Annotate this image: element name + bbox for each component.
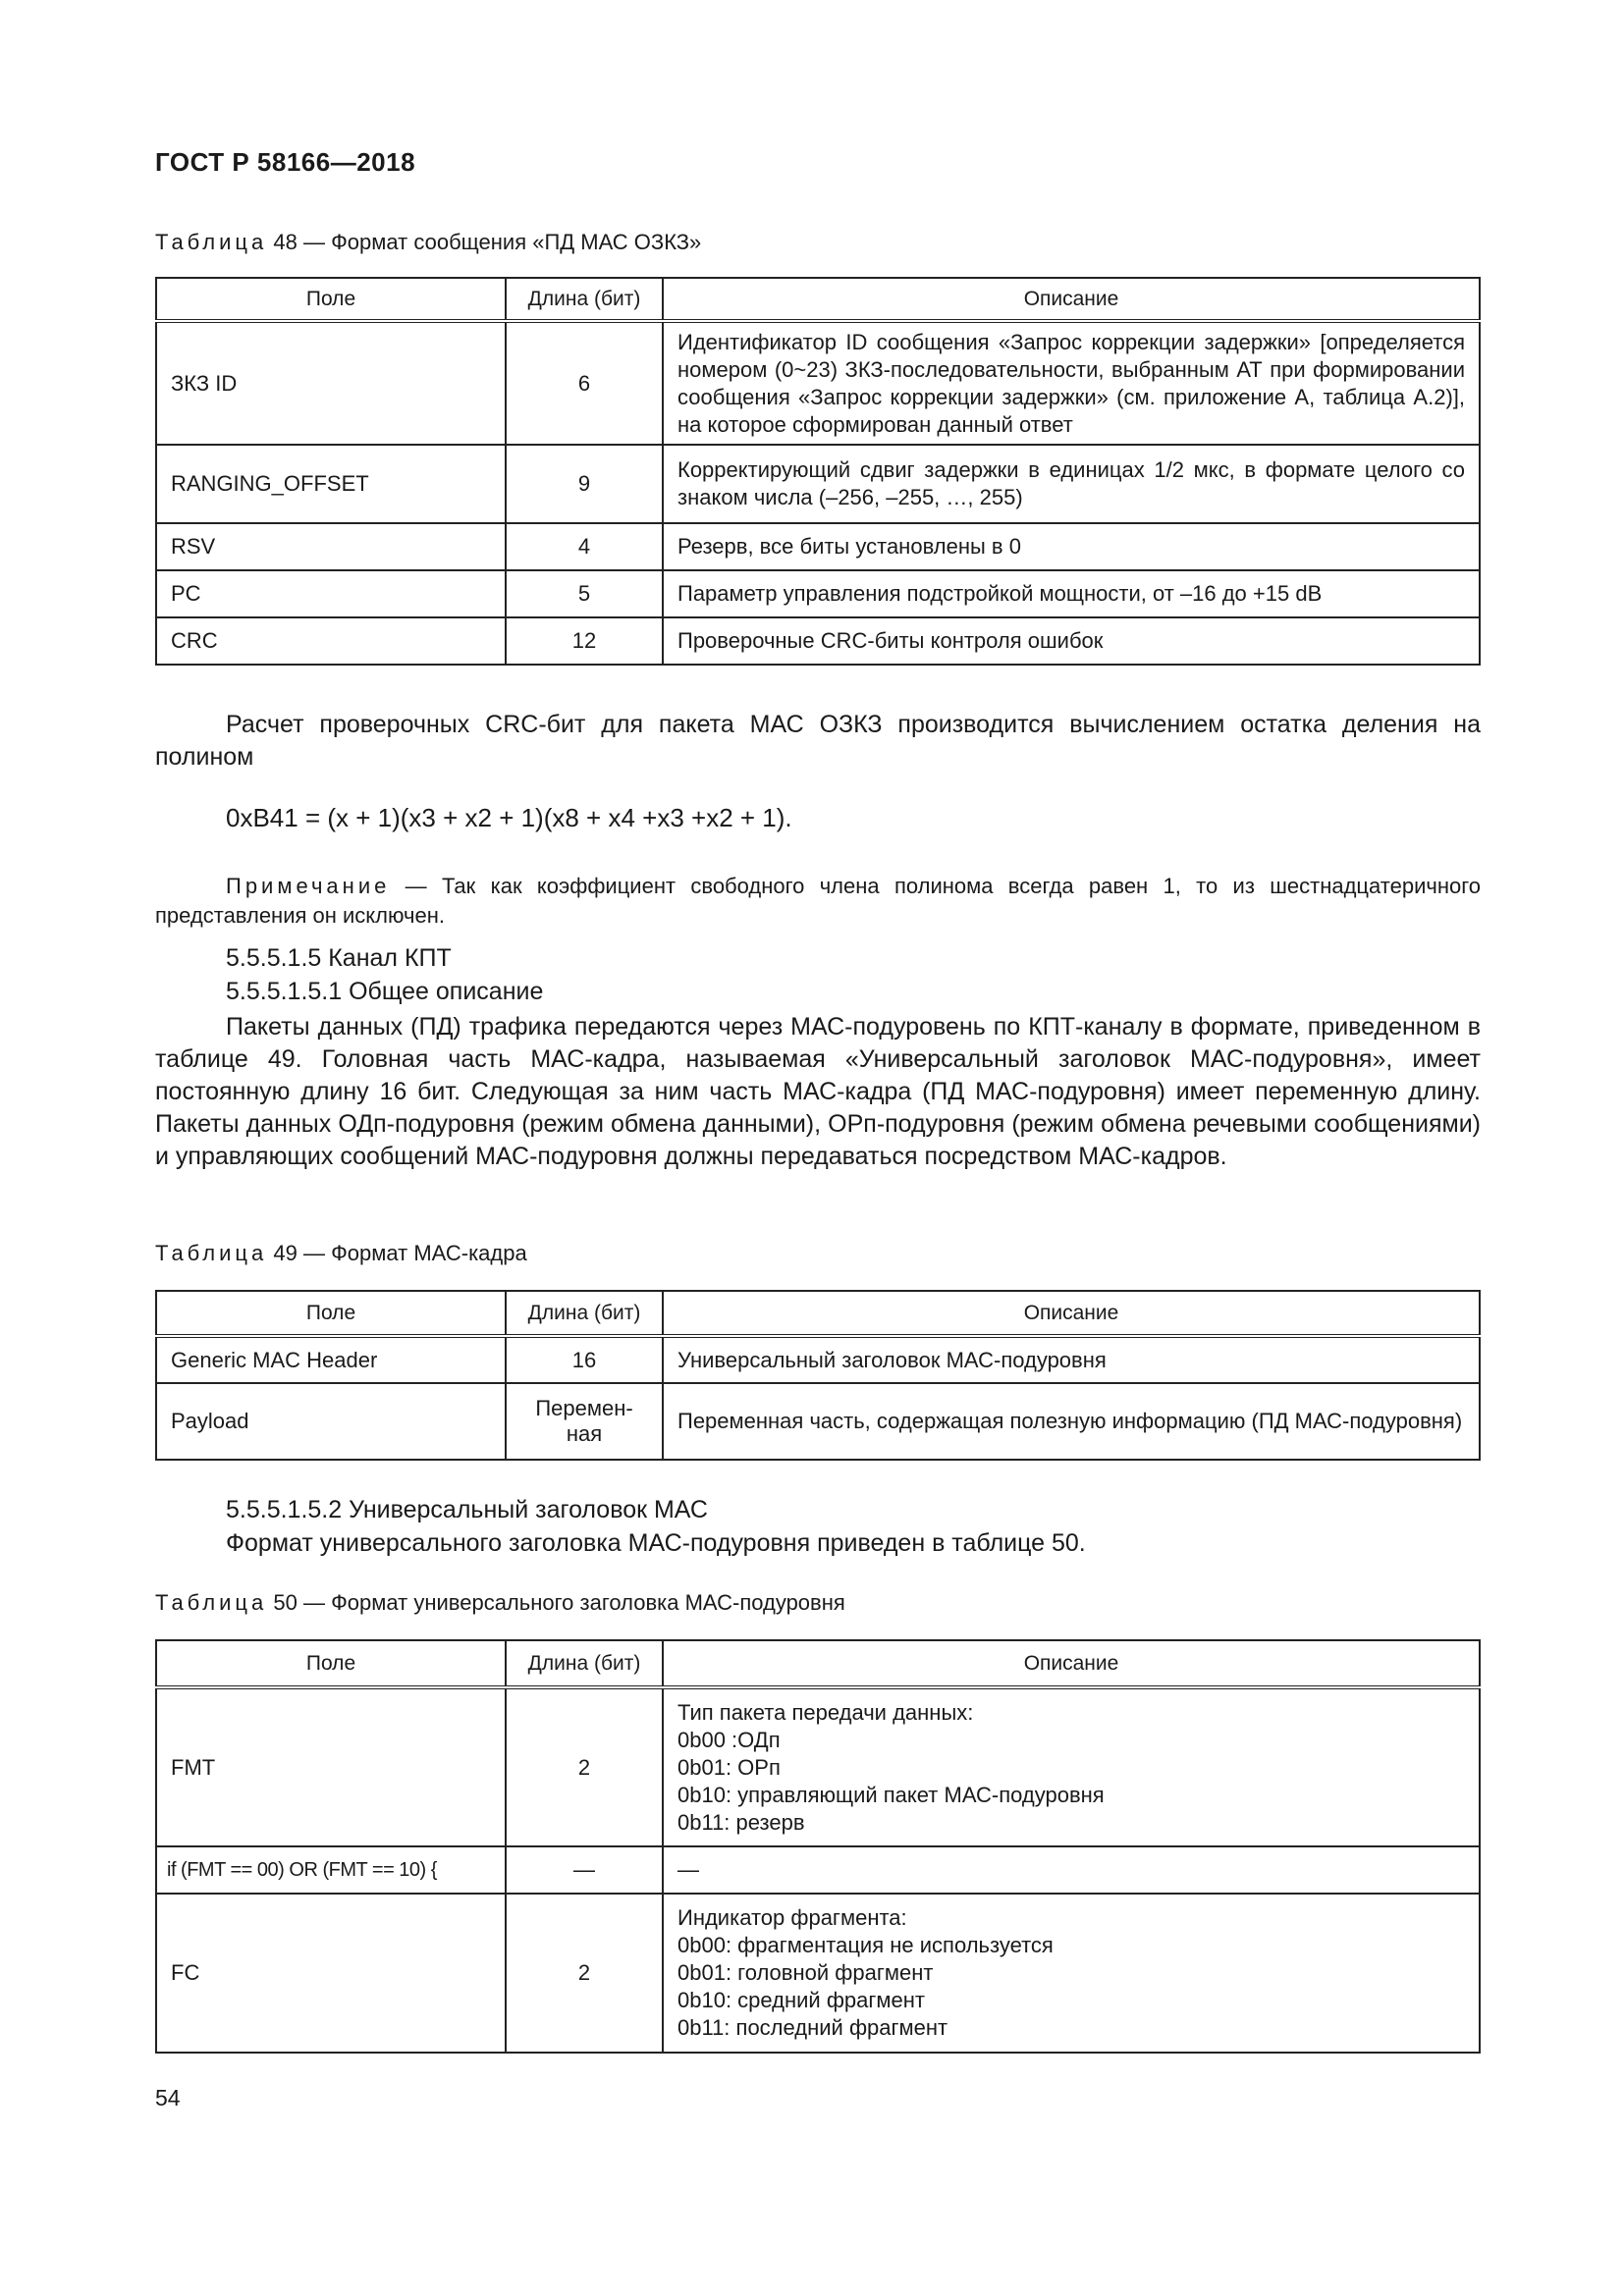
description-cell: Индикатор фрагмента: 0b00: фрагментация не используется 0b01: головной фрагмент 0b10: средний фрагмент 0b11: последний фрагмент [663, 1894, 1480, 2053]
column-header: Длина (бит) [506, 1640, 663, 1687]
table-row [156, 523, 1480, 570]
length-cell: 6 [506, 321, 663, 445]
table-48 [155, 277, 1481, 666]
column-header: Поле [156, 1291, 506, 1336]
table-row [156, 1383, 1480, 1460]
column-header: Описание [663, 1291, 1480, 1336]
description-cell: Идентификатор ID сообщения «Запрос коррекции задержки» [определяется номером (0~23) ЗКЗ-последовательности, выбранным АТ при формировании сообщения «Запрос коррекции задержки» (см. приложение А, таблица А.2)], на которое сформирован данный ответ [663, 321, 1480, 445]
field-cell: RSV [156, 523, 506, 570]
section-heading: 5.5.5.1.5.1 Общее описание [226, 978, 544, 1005]
table-row [156, 617, 1480, 665]
length-cell: 2 [506, 1687, 663, 1846]
length-cell: 2 [506, 1894, 663, 2053]
length-cell: 12 [506, 617, 663, 665]
description-cell: Универсальный заголовок МАС-подуровня [663, 1336, 1480, 1383]
description-cell: Резерв, все биты установлены в 0 [663, 523, 1480, 570]
table-row [156, 445, 1480, 523]
column-header: Длина (бит) [506, 278, 663, 321]
description-cell: Тип пакета передачи данных: 0b00 :ОДп 0b01: ОРп 0b10: управляющий пакет МАС-подуровня 0b11: резерв [663, 1687, 1480, 1846]
field-cell: FMT [156, 1687, 506, 1846]
table-row [156, 1336, 1480, 1383]
document-header: ГОСТ Р 58166—2018 [155, 147, 416, 177]
table-row [156, 1894, 1480, 2053]
section-heading: 5.5.5.1.5 Канал КПТ [226, 944, 452, 972]
table-48-caption [155, 230, 701, 255]
description-cell: Проверочные CRC-биты контроля ошибок [663, 617, 1480, 665]
length-cell: Перемен- ная [506, 1383, 663, 1460]
body-paragraph: Пакеты данных (ПД) трафика передаются через МАС-подуровень по КПТ-каналу в формате, приведенном в таблице 49. Головная часть МАС-кадра, называемая «Универсальный заголовок МАС-подуровня», имеет постоянную длину 16 бит. Следующая за ним часть МАС-кадра (ПД МАС-подуровня) имеет переменную длину. Пакеты данных ОДп-подуровня (режим обмена данными), ОРп-подуровня (режим обмена речевыми сообщениями) и управляющих сообщений МАС-подуровня должны передаваться посредством МАС-кадров. [155, 1013, 1481, 1170]
column-header: Поле [156, 278, 506, 321]
field-cell: PC [156, 570, 506, 617]
table-row [156, 1687, 1480, 1846]
table-50-caption [155, 1590, 845, 1616]
field-cell: ЗКЗ ID [156, 321, 506, 445]
table-row [156, 1846, 1480, 1894]
description-cell: Переменная часть, содержащая полезную информацию (ПД МАС-подуровня) [663, 1383, 1480, 1460]
table-row [156, 570, 1480, 617]
field-cell: FC [156, 1894, 506, 2053]
length-cell: — [506, 1846, 663, 1894]
description-cell: Параметр управления подстройкой мощности, от –16 до +15 dB [663, 570, 1480, 617]
column-header: Поле [156, 1640, 506, 1687]
caption-text: 50 — Формат универсального заголовка МАС-подуровня [273, 1590, 845, 1615]
length-cell: 5 [506, 570, 663, 617]
column-header: Описание [663, 278, 1480, 321]
table-50 [155, 1639, 1481, 2054]
caption-text: 48 — Формат сообщения «ПД МАС ОЗКЗ» [273, 230, 702, 254]
caption-prefix: Таблица [155, 1241, 268, 1265]
field-cell: if (FMT == 00) OR (FMT == 10) { [156, 1846, 506, 1894]
crc-formula: 0xB41 = (x + 1)(x3 + x2 + 1)(x8 + x4 +x3 +x2 + 1). [226, 803, 792, 832]
caption-text: 49 — Формат МАС-кадра [273, 1241, 527, 1265]
field-cell: RANGING_OFFSET [156, 445, 506, 523]
caption-prefix: Таблица [155, 1590, 268, 1615]
crc-paragraph: Расчет проверочных CRC-бит для пакета МАС ОЗКЗ производится вычислением остатка деления на полином [155, 711, 1481, 771]
field-cell: Payload [156, 1383, 506, 1460]
length-cell: 4 [506, 523, 663, 570]
table-49 [155, 1290, 1481, 1461]
section-paragraph: Формат универсального заголовка МАС-подуровня приведен в таблице 50. [226, 1529, 1086, 1557]
note [155, 872, 1481, 931]
note-prefix: Примечание [226, 874, 391, 898]
length-cell: 16 [506, 1336, 663, 1383]
description-cell: — [663, 1846, 1480, 1894]
length-cell: 9 [506, 445, 663, 523]
note-text: — Так как коэффициент свободного члена полинома всегда равен 1, то из шестнадцатеричного представления он исключен. [155, 874, 1481, 928]
caption-prefix: Таблица [155, 230, 268, 254]
section-heading: 5.5.5.1.5.2 Универсальный заголовок МАС [226, 1496, 708, 1523]
page-number: 54 [155, 2085, 181, 2110]
table-row [156, 321, 1480, 445]
field-cell: Generic MAC Header [156, 1336, 506, 1383]
column-header: Длина (бит) [506, 1291, 663, 1336]
table-49-caption [155, 1241, 527, 1266]
description-cell: Корректирующий сдвиг задержки в единицах 1/2 мкс, в формате целого со знаком числа (–256, –255, …, 255) [663, 445, 1480, 523]
column-header: Описание [663, 1640, 1480, 1687]
field-cell: CRC [156, 617, 506, 665]
